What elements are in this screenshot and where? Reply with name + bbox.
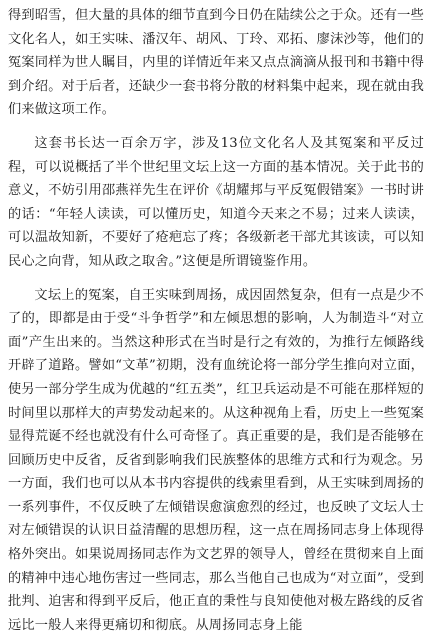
paragraph-spacer bbox=[8, 274, 424, 284]
paragraph-1: 得到昭雪，但大量的具体的细节直到今日仍在陆续公之于众。还有一些文化名人，如王实味、潘汉年、胡风、丁玲、邓拓、廖沫沙等，他们的冤案同样为世人瞩目，内里的详情近年来又点点滴滴从报刊和书籍中得到介绍。对于后者，还缺少一套书将分散的材料集中起来，现在就由我们来做这项工作。 bbox=[8, 8, 424, 118]
paragraph-2: 这套书长达一百余万字，涉及13位文化名人及其冤案和平反过程，可以说概括了半个世纪里文坛上这一方面的基本情况。关于此书的意义，不妨引用邵燕祥先生在评价《胡耀邦与平反冤假错案》一书时讲的话：“年轻人读读，可以懂历史，知道今天来之不易；过来人读读，可以温故知新，不要好了疮疤忘了疼；各级新老干部尤其该读，可以知民心之向背，知从政之取舍。”这便是所谓镜鉴作用。 bbox=[8, 135, 424, 269]
paragraph-spacer bbox=[8, 122, 424, 132]
document-page bbox=[8, 4, 424, 637]
paragraph-3: 文坛上的冤案，自王实味到周扬，成因固然复杂，但有一点是少不了的，即都是由于受“斗争哲学”和左倾思想的影响，人为制造斗“对立面”产生出来的。当然这种形式在当时是行之有效的，为推行左倾路线开辟了道路。譬如“文革”初期，没有血统论将一部分学生推向对立面，使另一部分学生成为优越的“红五类”，红卫兵运动是不可能在那样短的时间里以那样大的声势发动起来的。从这种视角上看，历史上一些冤案显得荒诞不经也就没有什么可奇怪了。真正重要的是，我们是否能够在回顾历史中反省，反省到影响我们民族整体的思维方式和行为观念。另一方面，我们也可以从本书内容提供的线索里看到，从王实味到周扬的一系列事件，不仅反映了左倾错误愈演愈烈的经过，也反映了文坛人士对左倾错误的认识日益清醒的思想历程，这一点在周扬同志身上体现得格外突出。如果说周扬同志作为文艺界的领导人，曾经在贯彻来自上面的精神中违心地伤害过一些同志，那么当他自己也成为“对立面”，受到批判、迫害和得到平反后，他正直的秉性与良知使他对极左路线的反省远比一般人来得更痛切和彻底。从周扬同志身上能 bbox=[8, 287, 424, 633]
